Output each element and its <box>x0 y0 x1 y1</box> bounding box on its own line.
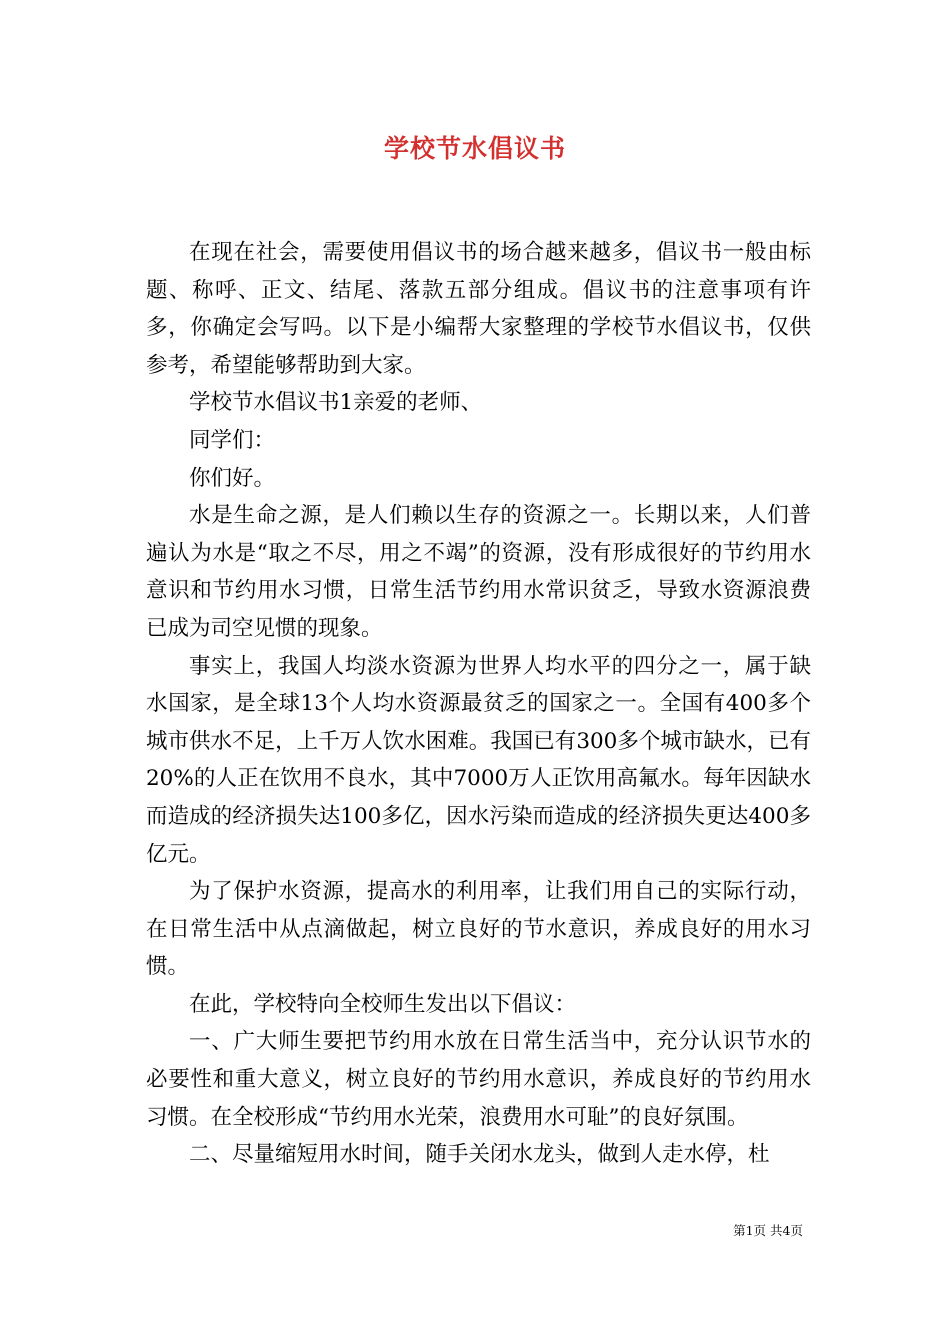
paragraph: 学校节水倡议书1亲爱的老师、 <box>189 390 483 416</box>
paragraph: 你们好。 <box>189 465 276 491</box>
document-body <box>146 234 811 1174</box>
paragraph: 水是生命之源，是人们赖以生存的资源之一。长期以来，人们普遍认为水是“取之不尽，用之不竭”的资源，没有形成很好的节约用水意识和节约用水习惯，日常生活节约用水常识贫乏，导致水资源浪费已成为司空见惯的现象。 <box>146 503 811 641</box>
page-number-footer: 第1页 共4页 <box>733 1223 803 1238</box>
paragraph: 同学们： <box>189 427 276 453</box>
paragraph: 一、广大师生要把节约用水放在日常生活当中，充分认识节水的必要性和重大意义，树立良好的节约用水意识，养成良好的节约用水习惯。在全校形成“节约用水光荣，浪费用水可耻”的良好氛围。 <box>146 1029 811 1130</box>
paragraph: 在现在社会，需要使用倡议书的场合越来越多，倡议书一般由标题、称呼、正文、结尾、落款五部分组成。倡议书的注意事项有许多，你确定会写吗。以下是小编帮大家整理的学校节水倡议书，仅供参考，希望能够帮助到大家。 <box>146 240 811 378</box>
paragraph: 为了保护水资源，提高水的利用率，让我们用自己的实际行动，在日常生活中从点滴做起，树立良好的节水意识，养成良好的用水习惯。 <box>146 879 811 980</box>
paragraph: 事实上，我国人均淡水资源为世界人均水平的四分之一，属于缺水国家，是全球13个人均水资源最贫乏的国家之一。全国有400多个城市供水不足，上千万人饮水困难。我国已有300多个城市缺水，已有20%的人正在饮用不良水，其中7000万人正饮用高氟水。每年因缺水而造成的经济损失达100多亿，因水污染而造成的经济损失更达400多亿元。 <box>146 653 811 867</box>
paragraph: 在此，学校特向全校师生发出以下倡议： <box>189 991 577 1017</box>
paragraph: 二、尽量缩短用水时间，随手关闭水龙头，做到人走水停，杜 <box>189 1142 770 1168</box>
document-title: 学校节水倡议书 <box>383 134 566 163</box>
